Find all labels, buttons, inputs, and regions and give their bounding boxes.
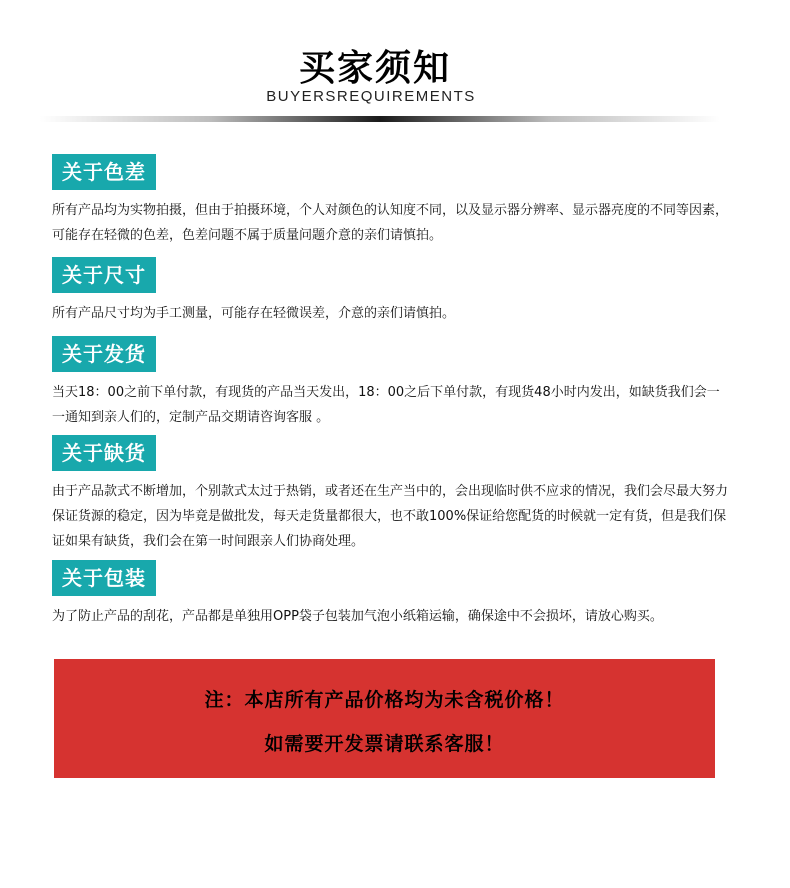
- section-heading-size: 关于尺寸: [52, 257, 156, 293]
- section-body-shipping: 当天18：00之前下单付款，有现货的产品当天发出，18：00之后下单付款，有现货48小时内发出，如缺货我们会一一通知到亲人们的，定制产品交期请咨询客服 。: [52, 385, 720, 425]
- section-heading-shipping: 关于发货: [52, 336, 156, 372]
- section-body-color-difference: 所有产品均为实物拍摄，但由于拍摄环境，个人对颜色的认知度不同，以及显示器分辨率、显示器亮度的不同等因素，可能存在轻微的色差，色差问题不属于质量问题介意的亲们请慎拍。: [52, 203, 729, 243]
- section-heading-packaging: 关于包装: [52, 560, 156, 596]
- section-body-packaging: 为了防止产品的刮花，产品都是单独用OPP袋子包装加气泡小纸箱运输，确保途中不会损坏，请放心购买。: [52, 609, 663, 624]
- section-heading-out-of-stock: 关于缺货: [52, 435, 156, 471]
- tax-notice-banner: [54, 659, 715, 778]
- page-title: 买家须知: [298, 48, 451, 89]
- tax-notice-line: 注：本店所有产品价格均为未含税价格！: [204, 689, 565, 711]
- page-subtitle: BUYERSREQUIREMENTS: [266, 88, 476, 105]
- invoice-notice-line: 如需要开发票请联系客服！: [264, 733, 505, 755]
- section-body-size: 所有产品尺寸均为手工测量，可能存在轻微误差，介意的亲们请慎拍。: [52, 306, 456, 321]
- section-body-out-of-stock: 由于产品款式不断增加，个别款式太过于热销，或者还在生产当中的，会出现临时供不应求的情况，我们会尽最大努力保证货源的稳定，因为毕竟是做批发，每天走货量都很大，也不敢100%保证给您配货的时候就一定有货，但是我们保证如果有缺货，我们会在第一时间跟亲人们协商处理。: [52, 484, 729, 549]
- section-heading-color-difference: 关于色差: [52, 154, 156, 190]
- divider: [40, 116, 720, 122]
